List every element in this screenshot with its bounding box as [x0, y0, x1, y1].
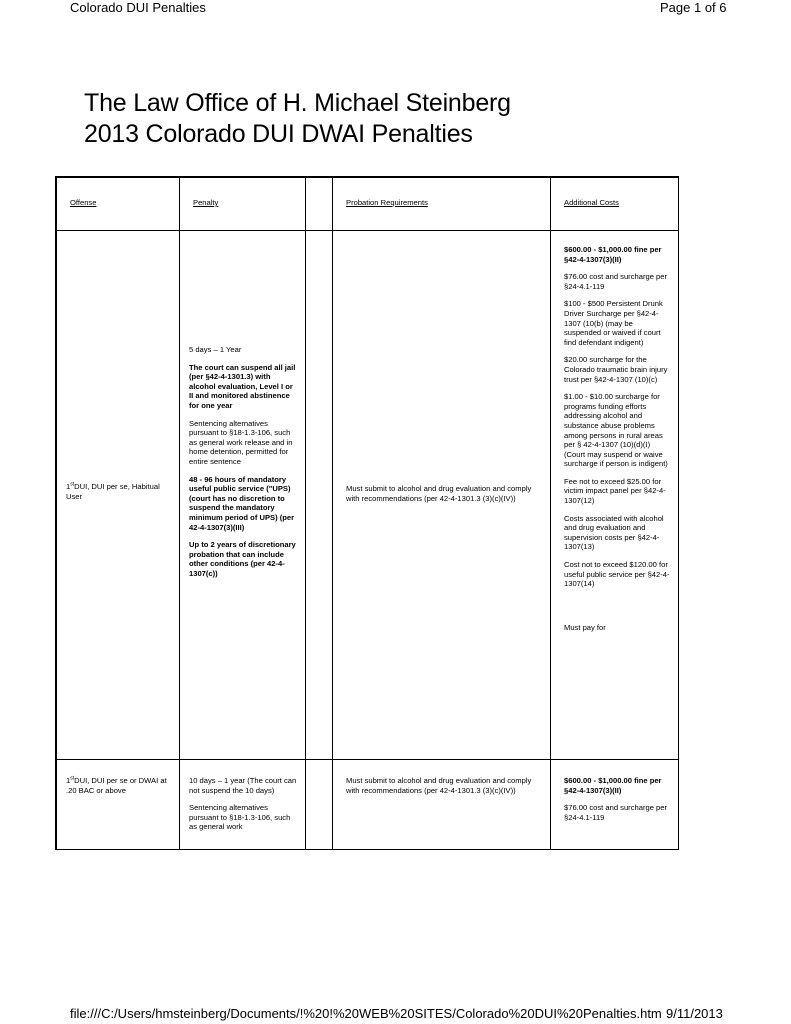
document-header-title: Colorado DUI Penalties — [70, 0, 206, 15]
row1-blank — [306, 231, 333, 760]
row2-blank — [306, 760, 333, 851]
row1-offense: 1stDUI, DUI per se, Habitual User — [57, 231, 180, 760]
page-indicator: Page 1 of 6 — [660, 0, 727, 15]
header-probation: Probation Requirements — [333, 178, 551, 231]
header-offense: Offense — [57, 178, 180, 231]
header-costs: Additional Costs — [551, 178, 679, 231]
row2-penalty: 10 days – 1 year (The court can not suspend the 10 days) Sentencing alternatives pursuant to §18-1.3-106, such as general work — [180, 760, 306, 851]
table-header-row — [57, 178, 679, 231]
row1-costs: $600.00 - $1,000.00 fine per §42-4-1307(3)(II) $76.00 cost and surcharge per §24-4.1-119 $100 - $500 Persistent Drunk Driver Surcharge per §42-4-1307 (10(b) (may be suspended or waived if court find defendant indigent) $20.00 surcharge for the Colorado traumatic brain injury trust per §42-4-1307 (10)(c) $1.00 - $10.00 surcharge for programs funding efforts addressing alcohol and substance abuse problems among persons in rural areas per § 42-4-1307 (10)(d)(I) (Court may suspend or waive surcharge if person is indigent) Fee not to exceed $25.00 for victim impact panel per §42-4-1307(12) Costs associated with alcohol and drug evaluation and supervision costs per §42-4-1307(13) Cost not to exceed $120.00 for useful public service per §42-4-1307(14) Must pay for — [551, 231, 679, 760]
row1-penalty: 5 days – 1 Year The court can suspend all jail (per §42-4-1301.3) with alcohol evaluation, Level I or II and monitored abstinence for one year Sentencing alternatives pursuant to §18-1.3-106, such as general work release and in home detention, permitted for entire sentence 48 - 96 hours of mandatory useful public service ("UPS) (court has no discretion to suspend the mandatory minimum period of UPS) (per 42-4-1307(3)(III) Up to 2 years of discretionary probation that can include other conditions (per 42-4-1307(c)) — [180, 231, 306, 760]
row1-probation: Must submit to alcohol and drug evaluation and comply with recommendations (per 42-4-1301.3 (3)(c)(IV)) — [333, 231, 551, 760]
table-row — [57, 760, 679, 851]
header-penalty: Penalty — [180, 178, 306, 231]
penalties-table — [55, 176, 679, 850]
row2-probation: Must submit to alcohol and drug evaluation and comply with recommendations (per 42-4-1301.3 (3)(c)(IV)) — [333, 760, 551, 851]
header-blank — [306, 178, 333, 231]
row2-offense: 1stDUI, DUI per se or DWAI at .20 BAC or above — [57, 760, 180, 851]
footer-date: 9/11/2013 — [666, 1006, 723, 1021]
footer-file-path: file:///C:/Users/hmsteinberg/Documents/!%20!%20WEB%20SITES/Colorado%20DUI%20Penalties.htm — [70, 1006, 662, 1021]
page-title — [84, 88, 511, 150]
title-line-1: The Law Office of H. Michael Steinberg — [84, 89, 511, 117]
table-row — [57, 231, 679, 760]
row2-costs: $600.00 - $1,000.00 fine per §42-4-1307(3)(II) $76.00 cost and surcharge per §24-4.1-119 — [551, 760, 679, 851]
title-line-2: 2013 Colorado DUI DWAI Penalties — [84, 120, 473, 148]
